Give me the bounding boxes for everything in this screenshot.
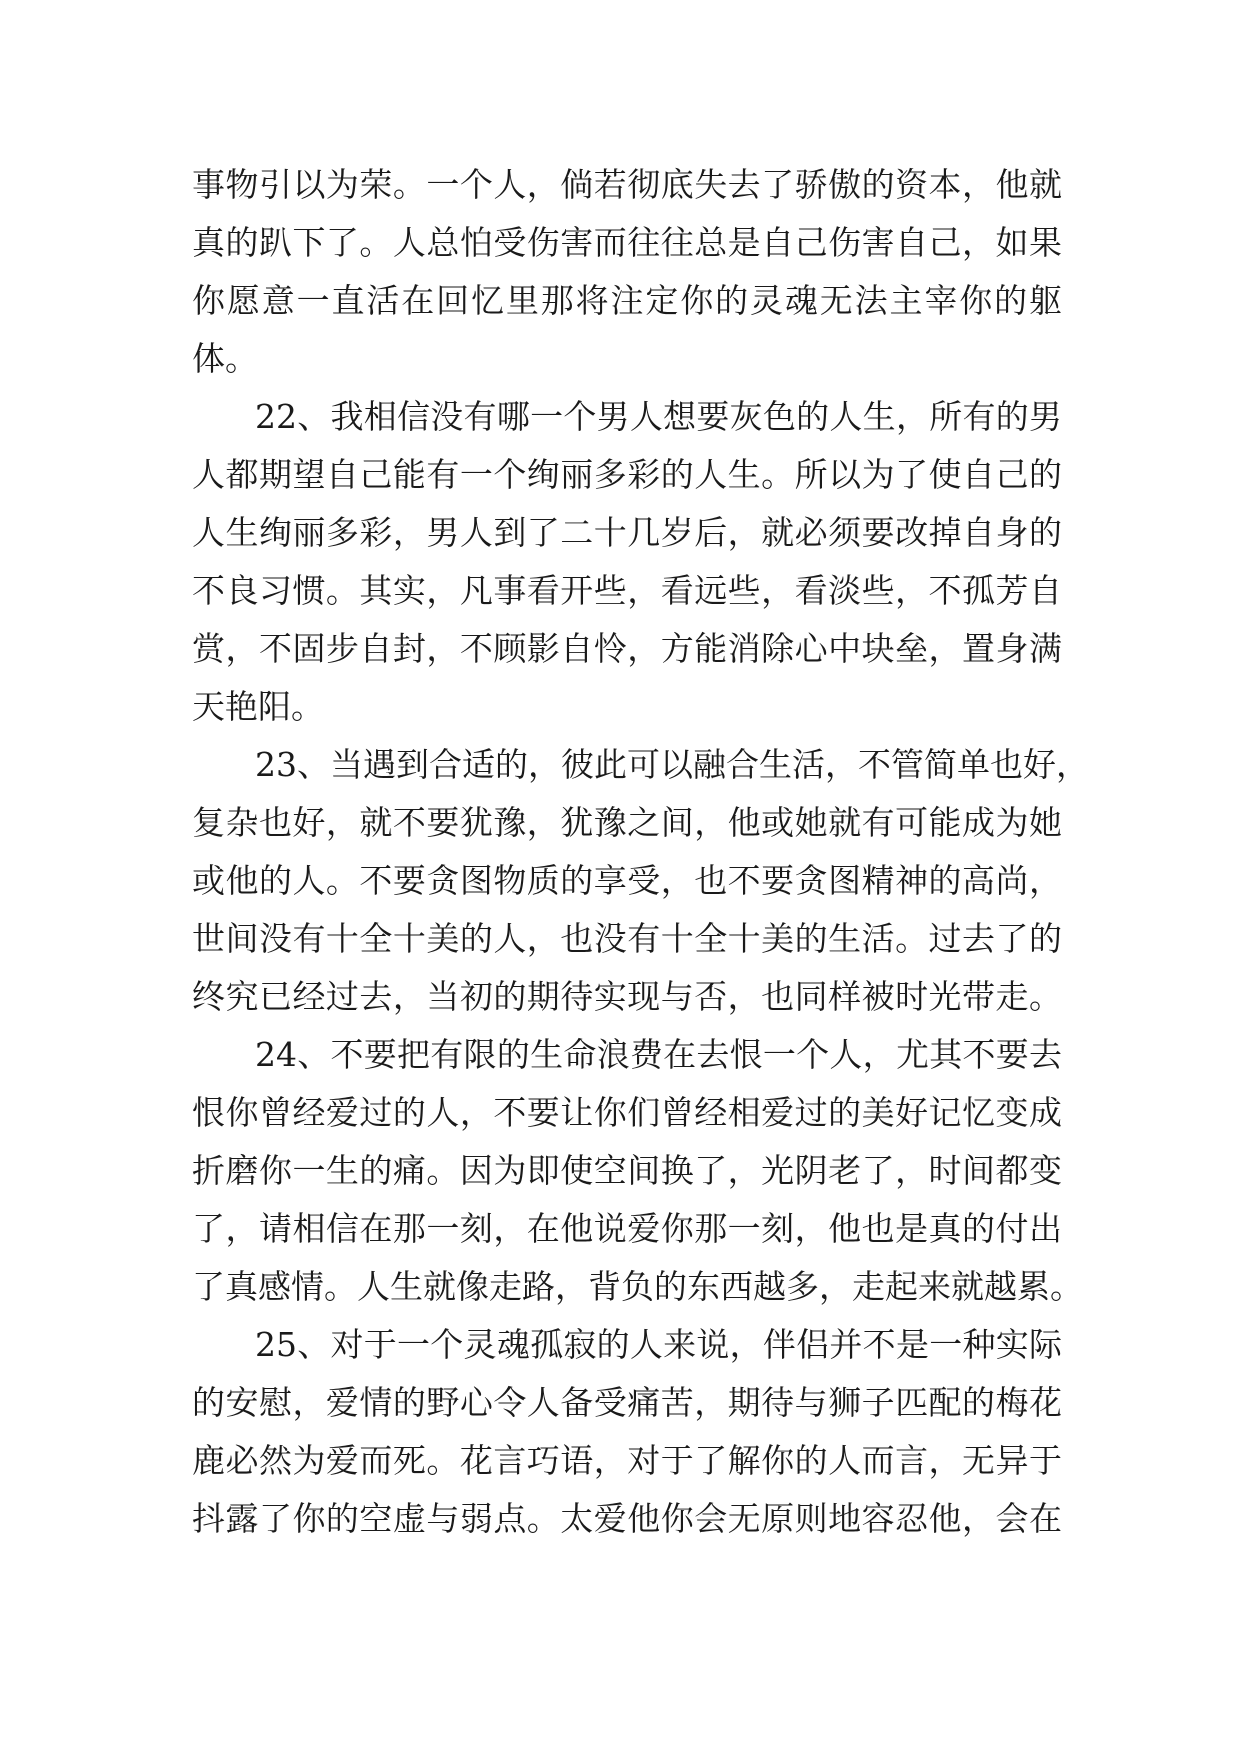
- text-line: 你愿意一直活在回忆里那将注定你的灵魂无法主宰你的躯: [192, 281, 1062, 320]
- text-line: 折磨你一生的痛。因为即使空间换了，光阴老了，时间都变: [192, 1151, 1062, 1190]
- text-line: 终究已经过去，当初的期待实现与否，也同样被时光带走。: [192, 977, 1062, 1016]
- text-line: 鹿必然为爱而死。花言巧语，对于了解你的人而言，无异于: [192, 1441, 1062, 1480]
- text-line: 了，请相信在那一刻，在他说爱你那一刻，他也是真的付出: [192, 1209, 1062, 1248]
- text-line: 人生绚丽多彩，男人到了二十几岁后，就必须要改掉自身的: [192, 513, 1062, 552]
- text-line: 复杂也好，就不要犹豫，犹豫之间，他或她就有可能成为她: [192, 803, 1062, 842]
- text-line: 不良习惯。其实，凡事看开些，看远些，看淡些，不孤芳自: [192, 571, 1062, 610]
- text-line: 恨你曾经爱过的人，不要让你们曾经相爱过的美好记忆变成: [192, 1093, 1062, 1132]
- text-line: 天艳阳。: [192, 687, 324, 726]
- paragraph-25-first-line: 25、对于一个灵魂孤寂的人来说，伴侣并不是一种实际: [255, 1325, 1062, 1364]
- text-line: 赏，不固步自封，不顾影自怜，方能消除心中块垒，置身满: [192, 629, 1062, 668]
- text-line: 体。: [192, 339, 258, 378]
- text-line: 的安慰，爱情的野心令人备受痛苦，期待与狮子匹配的梅花: [192, 1383, 1062, 1422]
- text-line: 世间没有十全十美的人，也没有十全十美的生活。过去了的: [192, 919, 1062, 958]
- text-line: 事物引以为荣。一个人，倘若彻底失去了骄傲的资本，他就: [192, 165, 1062, 204]
- text-line: 了真感情。人生就像走路，背负的东西越多，走起来就越累。: [192, 1267, 1083, 1306]
- text-line: 真的趴下了。人总怕受伤害而往往总是自己伤害自己，如果: [192, 223, 1062, 262]
- paragraph-23-first-line: 23、当遇到合适的，彼此可以融合生活，不管简单也好，: [255, 745, 1089, 784]
- text-line: 人都期望自己能有一个绚丽多彩的人生。所以为了使自己的: [192, 455, 1062, 494]
- text-line: 或他的人。不要贪图物质的享受，也不要贪图精神的高尚，: [192, 861, 1062, 900]
- text-line: 抖露了你的空虚与弱点。太爱他你会无原则地容忍他，会在: [192, 1499, 1062, 1538]
- paragraph-22-first-line: 22、我相信没有哪一个男人想要灰色的人生，所有的男: [255, 397, 1062, 436]
- paragraph-24-first-line: 24、不要把有限的生命浪费在去恨一个人，尤其不要去: [255, 1035, 1062, 1074]
